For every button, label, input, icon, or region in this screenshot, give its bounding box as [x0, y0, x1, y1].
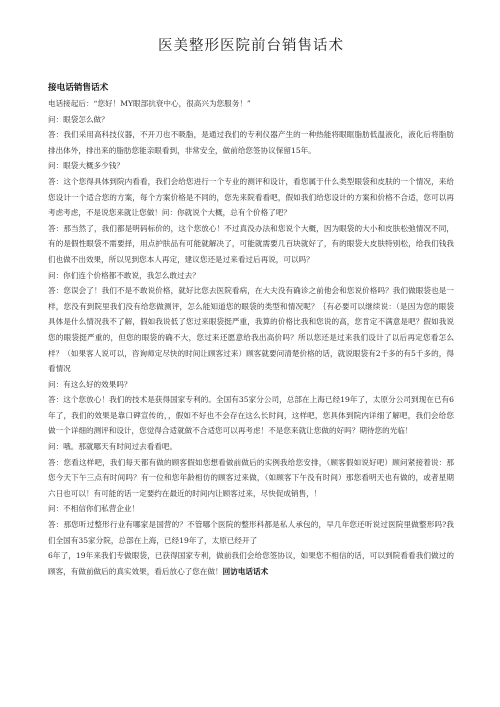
paragraph-answer-visit: 答：您看这样吧，我们每天都有做的顾客假如您想看做前做后的实例我给您安排，（顾客假如说好吧）顾问紧接着说：那您今天下午三点有时间吗？有一位和您年龄相仿的顾客过来做，（如顾客下午没有时间）那您看明天也有做的，或者星期六日也可以！有可能的话一定要约在最近的时间内让顾客过来，尽快促成销售，！	[48, 457, 454, 498]
paragraph-answer-method: 答：我们采用高科技仪器，不开刀也不吸脂，是通过我们的专利仪器产生的一种热能将眼眶脂肪低温液化，液化后将脂肪排出体外，排出来的脂肪您能亲眼看到，非常安全，做前给您签协议保留15年。	[48, 130, 454, 155]
paragraph-question-visit: 问：哦。那就哪天有时间过去看看吧。	[48, 442, 178, 452]
paragraph-answer-private: 答：那您听过整形行业有哪家是国营的？不管哪个医院的整形科都是私人承包的，早几年您还听说过医院里做整形吗?我们全国有35家分院，总部在上海，已经19年了，太原已经开了	[48, 520, 454, 545]
paragraph-answer-price-detail: 答：那当然了，我们都是明码标价的，这个您放心！不过真没办法和您说个大概，因为眼袋的大小和皮肤松弛情况不同，有的是假性眼袋不需要择，用点护肤品有可能就解决了，可能就需要几百块就好了，有的眼袋大皮肤特别松，给我们钱我们也做不出效果，所以见到您本人再定，建议您还是过来看过后再说，可以吗？	[48, 223, 454, 264]
paragraph-greeting: 电话接起后：“您好！MY眼部抗衰中心，很高兴为您服务！”	[48, 99, 251, 108]
paragraph-question-effect: 问：有这么好的效果吗？	[48, 379, 132, 389]
paragraph-answer-effect: 答：这个您放心！我们的技术是获得国家专利的。全国有35家分公司，总部在上海已经19年了，太原分公司到现在已有6年了，我们的效果是靠口碑宣传的，，假如不好也不会存在这么长时间，这样吧，您具体到院内详细了解吧，我们会给您做一个详细的测评和设计，您觉得合适就做不合适您可以再考虑！不是您来就让您做的好吗？期待您的光临！	[48, 395, 454, 436]
paragraph-answer-price: 答：这个您得具体到院内看看，我们会给您进行一个专业的测评和设计，看您属于什么类型眼袋和皮肤的一个情况，来给您设计一个适合您的方案，每个方案价格是不同的，您先来院看看吧，假如我们给您设计的方案和价格不合适，您可以再考虑考虑，不是说您来就让您做！问：你就说个大概，总有个价格了吧？	[48, 176, 454, 218]
paragraph-answer-misunderstand: 答：您误会了！我们不是不敢说价格，就好比您去医院看病，在大夫没有确诊之前他会和您说价格吗？我们做眼袋也是一样，您没有到院里我们没有给您做测评，怎么能知道您的眼袋的类型和情况呢？｛有必要可以继续说：（是因为您的眼袋具体是什么情况我不了解，假如我说低了您过来眼袋挺严重，我算的价格比我和您说的高，您肯定不满意是吧？假如我说您的眼袋挺严重的，但您的眼袋的确不大，您过来还愿意给我出高价吗？所以您还是过来我们设计了以后再定您看怎么样？（如果客人说可以，咨询师定尽快的时间让顾客过来）顾客就要问清楚价格的话，就说眼袋有2千多的有5千多的，得看情况	[48, 286, 454, 374]
section-heading: 接电话销售话术	[48, 83, 109, 93]
paragraph-question-private: 问：不相信你们私营企业！	[48, 504, 140, 514]
paragraph-answer-private-cont	[48, 548, 454, 579]
closing-heading: 回访电话话术	[222, 566, 269, 576]
paragraph-question-price: 问：眼袋大概多少钱？	[48, 161, 124, 171]
paragraph-question-method: 问：眼袋怎么做？	[48, 114, 109, 124]
document-title: 医美整形医院前台销售话术	[158, 38, 344, 54]
paragraph-answer-private-text: 6年了，19年来我们专做眼袋，已获得国家专利，做前我们会给您签协议，如果您不相信的话，可以到院看看我们做过的顾客，有做前做后的真实效果，看后放心了您在做！	[48, 551, 454, 576]
paragraph-question-afraid: 问：你们连个价格都不敢说，我怎么敢过去？	[48, 270, 200, 280]
